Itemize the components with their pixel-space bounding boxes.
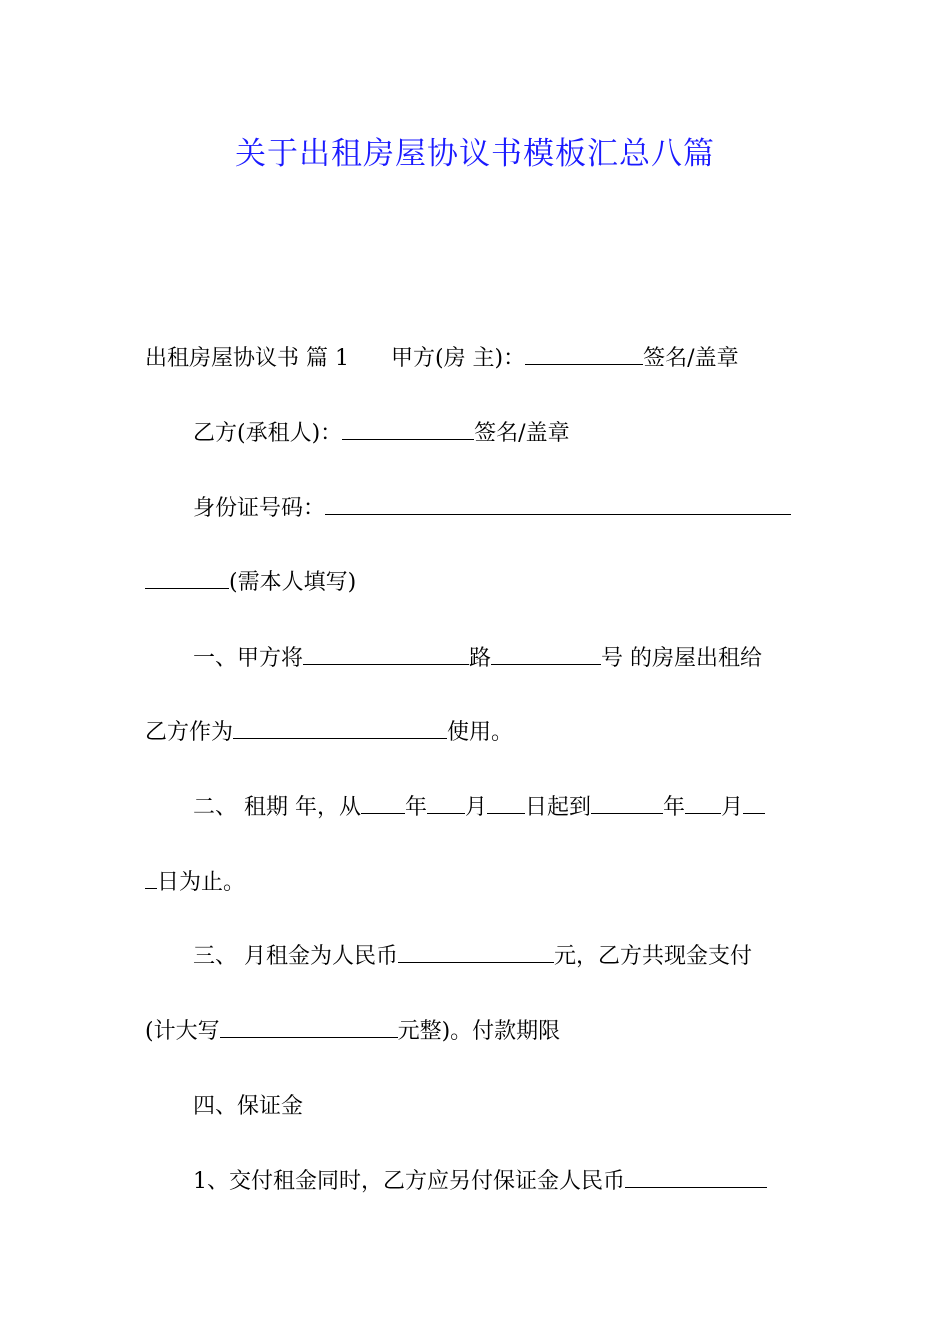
clause-2-a: 二、 租期 年，从: [193, 795, 361, 820]
line-party-b: [193, 419, 570, 449]
road-blank: [303, 644, 469, 665]
clause-3-c: (计大写: [145, 1019, 220, 1044]
clause-1-e: 使用。: [447, 720, 514, 745]
party-a-label: 甲方(房 主)：: [390, 346, 526, 371]
document-title: 关于出租房屋协议书模板汇总八篇: [235, 136, 715, 172]
party-b-blank: [342, 419, 474, 440]
clause-3-a: 三、 月租金为人民币: [193, 944, 398, 969]
clause-1-d: 乙方作为: [145, 720, 234, 745]
clause-2-d: 日起到: [525, 795, 592, 820]
line-party-a: [145, 344, 739, 374]
line-clause-1-cont: [145, 718, 513, 748]
line-clause-1: [193, 644, 762, 674]
start-month-blank: [427, 793, 465, 814]
line-id-number: [193, 494, 791, 524]
clause-2-f: 月: [721, 795, 744, 820]
clause-2-b: 年: [405, 795, 428, 820]
rent-capital-blank: [220, 1017, 398, 1038]
clause-2-g: 日为止。: [157, 870, 246, 895]
line-id-note: [145, 568, 356, 598]
line-clause-3-cont: [145, 1017, 560, 1047]
id-number-label: 身份证号码：: [193, 496, 326, 521]
id-note: (需本人填写): [229, 570, 357, 595]
line-clause-2-cont: [145, 868, 245, 898]
end-year-blank: [591, 793, 663, 814]
party-a-blank: [525, 344, 643, 365]
end-month-blank: [685, 793, 721, 814]
line-clause-2: [193, 793, 765, 823]
id-number-blank: [325, 494, 791, 515]
line-clause-4: [193, 1092, 303, 1122]
deposit-blank: [625, 1167, 767, 1188]
party-a-sign: 签名/盖章: [643, 346, 739, 371]
number-blank: [491, 644, 601, 665]
end-day-blank-cont: [145, 868, 157, 889]
clause-3-b: 元，乙方共现金支付: [554, 944, 753, 969]
clause-3-d: 元整)。付款期限: [397, 1019, 561, 1044]
usage-blank: [233, 718, 447, 739]
party-b-label: 乙方(承租人)：: [193, 421, 343, 446]
clause-1-a: 一、甲方将: [193, 646, 304, 671]
rent-amount-blank: [398, 942, 554, 963]
line-clause-3: [193, 942, 752, 972]
clause-4-1: 1、交付租金同时，乙方应另付保证金人民币: [193, 1169, 625, 1194]
clause-4-heading: 四、保证金: [193, 1094, 304, 1119]
line-clause-4-1: [193, 1167, 767, 1197]
clause-1-c: 号 的房屋出租给: [601, 646, 763, 671]
id-number-blank-cont: [145, 568, 229, 589]
agreement-heading: 出租房屋协议书 篇 1: [145, 346, 349, 371]
party-b-sign: 签名/盖章: [474, 421, 570, 446]
clause-1-b: 路: [469, 646, 492, 671]
start-year-blank: [361, 793, 405, 814]
end-day-blank: [743, 793, 765, 814]
clause-2-e: 年: [663, 795, 686, 820]
start-day-blank: [487, 793, 525, 814]
clause-2-c: 月: [465, 795, 488, 820]
